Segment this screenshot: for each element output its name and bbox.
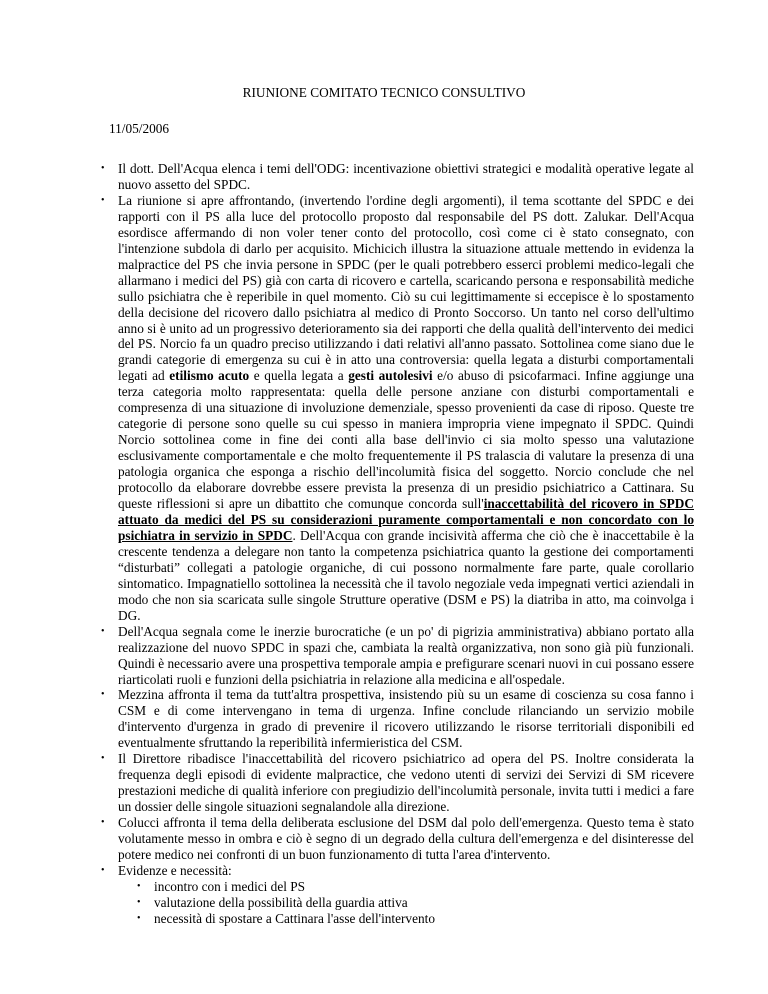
bullet-icon: • [137, 912, 141, 924]
bullet-icon: • [101, 689, 105, 701]
item-text: e/o abuso di psicofarmaci. Infine aggiunge una terza categoria molto rappresentata: quella delle persone anziane con disturbi comportamentali e compresenza di una situazione di involuzione demenziale, spesso provenienti da case di riposo. Queste tre categorie di persone sono quelle su cui spesso in maniera impropria viene impegnato il SPDC. Quindi Norcio sottolinea come in fine dei conti alla base dell'invio ci sia molto spesso una valutazione esclusivamente comportamentale e che molto frequentemente il PS tralascia di valutare la presenza di una patologia organica che esponga a rischio dell'incolumità fisica del soggetto. Norcio conclude che nel protocollo da elaborare dovrebbe essere prevista la presenza di un presidio psichiatrico a Cattinara. Su queste riflessioni si apre un dibattito che comunque concorda sull' [118, 368, 695, 512]
sub-list [118, 879, 694, 927]
list-item [101, 192, 695, 624]
list-item [101, 687, 694, 751]
item-text: Mezzina affronta il tema da tutt'altra prospettiva, insistendo più su un esame di coscienza su cosa fanno i CSM e di come intervengano in tema di urgenza. Infine conclude rilanciando un servizio mobile d'intervento d'urgenza in grado di prevenire il ricovero utilizzando le risorse territoriali disponibili ed eventualmente sfruttando la reperibilità infermieristica del CSM. [118, 687, 694, 751]
sub-list-item [137, 894, 694, 911]
document-title: RIUNIONE COMITATO TECNICO CONSULTIVO [242, 85, 526, 100]
list-item [101, 815, 694, 863]
bullet-icon: • [101, 864, 105, 876]
list-item [101, 862, 694, 927]
bullet-icon: • [137, 896, 141, 908]
emphasis-phrase: inaccettabilità del ricovero in SPDC attuato da medici del PS su considerazioni puramente comportamentali e non concordato con lo psichiatra in servizio in SPDC [118, 496, 694, 543]
bullet-icon: • [101, 817, 105, 829]
item-text: Evidenze e necessità: [118, 862, 232, 878]
sub-list-item [137, 878, 694, 895]
item-text: Dell'Acqua segnala come le inerzie burocratiche (e un po' di pigrizia amministrativa) abbiano portato alla realizzazione del nuovo SPDC in spazi che, cambiata la realtà organizzativa, non sono già più funzionali. Quindi è necessario avere una prospettiva temporale ampia e prefigurare scenari nuovi in cui possano essere riarticolati ruoli e funzioni della psichiatria in relazione alla medicina e all'ospedale. [118, 623, 694, 687]
minutes-list [101, 161, 695, 927]
sub-item-text: necessità di spostare a Cattinara l'asse dell'intervento [154, 910, 435, 926]
item-text: La riunione si apre affrontando, (invertendo l'ordine degli argomenti), il tema scottante del SPDC e dei rapporti con il PS alla luce del protocollo proposto dal responsabile del PS dott. Zalukar. Dell'Acqua esordisce affermando di non voler tener conto del protocollo, così come ci è stato consegnato, con l'intenzione subdola di darlo per acquisito. Michicich illustra la situazione attuale mettendo in evidenza la malpractice del PS che invia persone in SPDC (per le quali potrebbero esserci problemi medico-legali che allarmano i medici del PS) già con carta di ricovero e cartella, scaricando persona e responsabilità mediche sullo psichiatra che è reperibile in quel momento. Ciò su cui legittimamente si eccepisce è lo spostamento della decisione del ricovero dallo psichiatra al medico di Pronto Soccorso. Un tanto nel corso dell'ultimo anno si è unito ad un progressivo deterioramento sia dei rapporti che della qualità dell'intervento dei medici del PS. Norcio fa un quadro preciso utilizzando i dati relativi all'anno passato. Sottolinea come siano due le grandi categorie di emergenza su cui è in atto una controversia: quella legata a disturbi comportamentali legati ad [118, 192, 694, 384]
sub-list-item [137, 910, 694, 927]
sub-item-text: valutazione della possibilità della guardia attiva [154, 894, 408, 910]
list-item [101, 623, 694, 688]
bullet-icon: • [101, 194, 105, 206]
list-item [101, 161, 694, 193]
item-text: . Dell'Acqua con grande incisività afferma che ciò che è inaccettabile è la crescente tendenza a delegare non tanto la competenza psichiatrica quanto la gestione dei comportamenti “disturbati” collegati a patologie organiche, di cui possono normalmente fare parte, quale corollario sintomatico. Impagnatiello sottolinea la necessità che il tavolo negoziale veda impegnati vertici aziendali in modo che non sia scaricata sulle singole Strutture operative (DSM e PS) la diatriba in atto, ma coinvolga i DG. [118, 527, 694, 623]
item-text: Colucci affronta il tema della deliberata esclusione del DSM dal polo dell'emergenza. Questo tema è stato volutamente messo in ombra e ciò è segno di un degrado della cultura dell'emergenza e del disinteresse del potere medico nei confronti di un buon funzionamento di tutta l'area d'intervento. [118, 815, 694, 862]
bullet-icon: • [101, 163, 105, 174]
document-date: 11/05/2006 [109, 121, 170, 136]
bullet-icon: • [101, 753, 105, 765]
item-text: e quella legata a [249, 368, 349, 384]
item-text: Il Direttore ribadisce l'inaccettabilità del ricovero psichiatrico ad opera del PS. Inoltre considerata la frequenza degli episodi di evidente malpractice, che vedono utenti di servizi dei Servizi di SM ricevere prestazioni mediche di qualità inferiore con pregiudizio dell'incolumità personale, invita tutti i medici a fare un dossier delle singole situazioni segnalandole alla direzione. [118, 751, 694, 815]
bold-phrase: etilismo acuto [169, 368, 250, 384]
bullet-icon: • [137, 880, 141, 892]
sub-item-text: incontro con i medici del PS [154, 878, 306, 894]
list-item [101, 751, 694, 815]
bullet-icon: • [101, 625, 105, 637]
bold-phrase: gesti autolesivi [348, 368, 433, 384]
item-text: Il dott. Dell'Acqua elenca i temi dell'ODG: incentivazione obiettivi strategici e modalità operative legate al nuovo assetto del SPDC. [118, 161, 694, 192]
